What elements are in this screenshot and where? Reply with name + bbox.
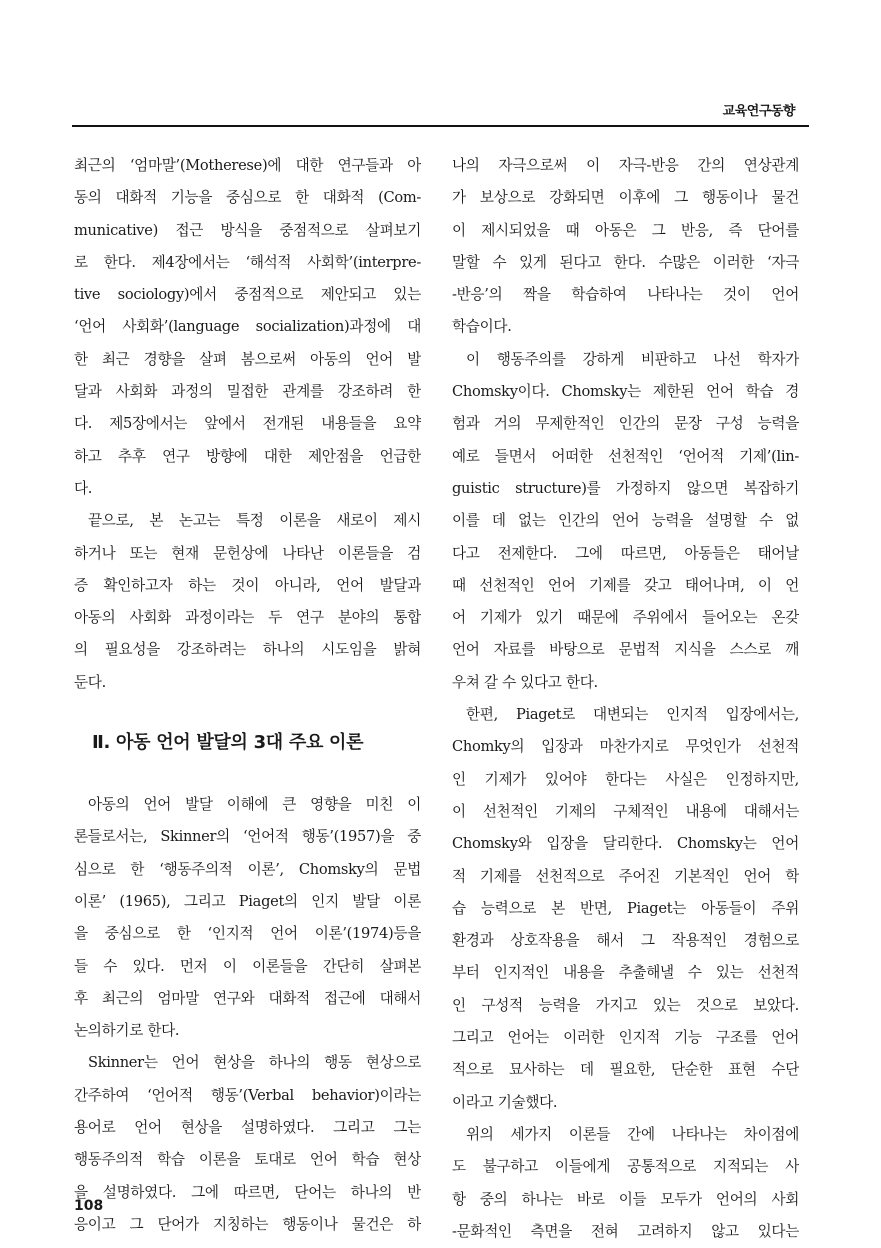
text-line: 을 설명하였다. 그에 따르면, 단어는 하나의 반 <box>74 1183 421 1201</box>
text-line: 응이고 그 단어가 지칭하는 행동이나 물건은 하 <box>74 1215 421 1233</box>
text-line: 그리고 언어는 이러한 인지적 기능 구조를 언어 <box>452 1029 799 1047</box>
text-line: 달과 사회화 과정의 밀접한 관계를 강조하려 한 <box>74 383 421 401</box>
text-line: -반응’의 짝을 학습하여 나타나는 것이 언어 <box>452 286 799 304</box>
text-line: 논의하기로 한다. <box>74 1022 180 1040</box>
right-paragraph-3 <box>452 699 799 1119</box>
text-line: 다. 제5장에서는 앞에서 전개된 내용들을 요약 <box>74 415 421 433</box>
text-line: ‘언어 사회화’(language socialization)과정에 대 <box>74 318 421 336</box>
text-line: 항 중의 하나는 바로 이들 모두가 언어의 사회 <box>452 1190 799 1208</box>
text-line: 후 최근의 엄마말 연구와 대화적 접근에 대해서 <box>74 989 421 1007</box>
text-line: Chomsky와 입장을 달리한다. Chomsky는 언어 <box>452 835 799 853</box>
text-line: 이 선천적인 기제의 구체적인 내용에 대해서는 <box>452 802 799 820</box>
text-line: 가 보상으로 강화되면 이후에 그 행동이나 물건 <box>452 189 799 207</box>
text-line: 예로 들면서 어떠한 선천적인 ‘언어적 기제’(lin- <box>452 447 799 465</box>
text-line: 어 기제가 있기 때문에 주위에서 들어오는 온갖 <box>452 609 799 627</box>
right-paragraph-4 <box>452 1119 799 1248</box>
text-line: 적 기제를 선천적으로 주어진 기본적인 언어 학 <box>452 867 799 885</box>
text-line: 다. <box>74 479 93 497</box>
text-line: 때 선천적인 언어 기제를 갖고 태어나며, 이 언 <box>452 576 799 594</box>
text-line: 나의 자극으로써 이 자극-반응 간의 연상관계 <box>452 157 799 174</box>
text-line: 이 제시되었을 때 아동은 그 반응, 즉 단어를 <box>452 221 799 239</box>
text-line: 아동의 사회화 과정이라는 두 연구 분야의 통합 <box>74 609 421 627</box>
section-spacer <box>74 763 421 789</box>
text-line: 심으로 한 ‘행동주의적 이론’, Chomsky의 문법 <box>74 860 421 878</box>
text-line: 행동주의적 학습 이론을 토대로 언어 학습 현상 <box>74 1151 421 1169</box>
left-paragraph-3 <box>74 789 421 1047</box>
left-paragraph-4 <box>74 1047 421 1241</box>
text-line: 론들로서는, Skinner의 ‘언어적 행동’(1957)을 중 <box>74 828 421 846</box>
text-line: 부터 인지적인 내용을 추출해낼 수 있는 선천적 <box>452 964 799 982</box>
section-spacer <box>74 699 421 723</box>
text-line: 학습이다. <box>452 318 512 336</box>
text-line: 인 구성적 능력을 가지고 있는 것으로 보았다. <box>452 996 799 1014</box>
text-line: 간주하여 ‘언어적 행동’(Verbal behavior)이라는 <box>74 1086 421 1104</box>
text-line: 이론’ (1965), 그리고 Piaget의 인지 발달 이론 <box>74 892 421 910</box>
text-line: guistic structure)를 가정하지 않으면 복잡하기 <box>452 479 799 497</box>
text-line: 이를 데 없는 인간의 언어 능력을 설명할 수 없 <box>452 512 799 530</box>
text-line: 증 확인하고자 하는 것이 아니라, 언어 발달과 <box>74 576 421 594</box>
text-line: 한 최근 경향을 살펴 봄으로써 아동의 언어 발 <box>74 350 421 368</box>
text-line: 동의 대화적 기능을 중심으로 한 대화적 (Com- <box>74 189 421 207</box>
header-rule <box>72 125 809 127</box>
right-column <box>452 150 799 1248</box>
text-line: municative) 접근 방식을 중점적으로 살펴보기 <box>74 221 421 239</box>
text-line: 우쳐 갈 수 있다고 한다. <box>452 673 598 691</box>
text-line: Chomky의 입장과 마찬가지로 무엇인가 선천적 <box>452 738 799 756</box>
text-line: 을 중심으로 한 ‘인지적 언어 이론’(1974)등을 <box>74 925 421 943</box>
text-line: 로 한다. 제4장에서는 ‘해석적 사회학’(interpre- <box>74 253 421 271</box>
text-line: Chomsky이다. Chomsky는 제한된 언어 학습 경 <box>452 383 799 401</box>
left-paragraph-2 <box>74 505 421 699</box>
text-line: 둔다. <box>74 673 106 691</box>
text-line: 적으로 묘사하는 데 필요한, 단순한 표현 수단 <box>452 1061 799 1079</box>
text-line: 하고 추후 연구 방향에 대한 제안점을 언급한 <box>74 447 421 465</box>
text-line: 아동의 언어 발달 이해에 큰 영향을 미친 이 <box>88 796 421 814</box>
text-line: 최근의 ‘엄마말’(Motherese)에 대한 연구들과 아 <box>74 157 421 174</box>
text-line: 의 필요성을 강조하려는 하나의 시도임을 밝혀 <box>74 641 421 659</box>
text-line: 한편, Piaget로 대변되는 인지적 입장에서는, <box>466 706 799 724</box>
right-paragraph-2 <box>452 344 799 699</box>
text-line: 인 기제가 있어야 한다는 사실은 인정하지만, <box>452 770 799 788</box>
text-line: 말할 수 있게 된다고 한다. 수많은 이러한 ‘자극 <box>452 253 799 271</box>
text-line: 들 수 있다. 먼저 이 이론들을 간단히 살펴본 <box>74 957 421 975</box>
left-column <box>74 150 421 1241</box>
left-paragraph-1 <box>74 150 421 505</box>
text-line: 험과 거의 무제한적인 인간의 문장 구성 능력을 <box>452 415 799 433</box>
text-line: 다고 전제한다. 그에 따르면, 아동들은 태어날 <box>452 544 799 562</box>
journal-running-header: 교육연구동향 <box>722 104 795 119</box>
text-line: tive sociology)에서 중점적으로 제안되고 있는 <box>74 286 421 304</box>
text-line: -문화적인 측면을 전혀 고려하지 않고 있다는 <box>452 1222 799 1240</box>
text-line: 환경과 상호작용을 해서 그 작용적인 경험으로 <box>452 932 799 950</box>
text-line: Skinner는 언어 현상을 하나의 행동 현상으로 <box>88 1054 421 1072</box>
right-paragraph-1 <box>452 150 799 344</box>
section-heading: Ⅱ. 아동 언어 발달의 3대 주요 이론 <box>92 732 364 754</box>
text-line: 습 능력으로 본 반면, Piaget는 아동들이 주위 <box>452 899 799 917</box>
text-line: 도 불구하고 이들에게 공통적으로 지적되는 사 <box>452 1158 799 1176</box>
text-line: 이 행동주의를 강하게 비판하고 나선 학자가 <box>466 350 799 368</box>
page-number: 108 <box>74 1198 104 1214</box>
text-line: 이라고 기술했다. <box>452 1093 558 1111</box>
text-line: 언어 자료를 바탕으로 문법적 지식을 스스로 깨 <box>452 641 799 659</box>
text-line: 하거나 또는 현재 문헌상에 나타난 이론들을 검 <box>74 544 421 562</box>
text-line: 위의 세가지 이론들 간에 나타나는 차이점에 <box>466 1125 799 1143</box>
text-line: 용어로 언어 현상을 설명하였다. 그리고 그는 <box>74 1119 421 1137</box>
text-line: 끝으로, 본 논고는 특정 이론을 새로이 제시 <box>88 512 421 530</box>
